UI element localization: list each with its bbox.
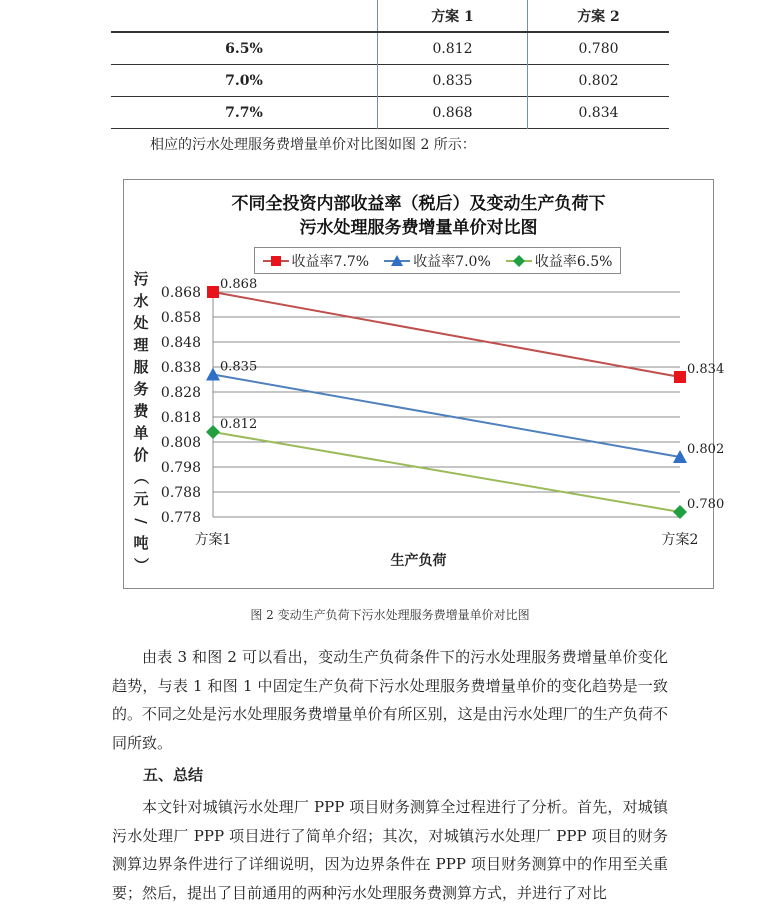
table-header-cell: 方案 2 [528, 0, 670, 32]
table-cell: 0.802 [528, 65, 670, 97]
table-cell: 0.812 [378, 32, 528, 65]
legend-label: 收益率7.0% [413, 253, 491, 270]
data-label: 0.812 [220, 417, 258, 432]
chart-title-line2: 污水处理服务费增量单价对比图 [299, 218, 538, 238]
paragraph: 本文针对城镇污水处理厂 PPP 项目财务测算全过程进行了分析。首先，对城镇污水处理厂 PPP 项目进行了简单介绍；其次，对城镇污水处理厂 PPP 项目的财务测算边界条件进行了详细说明，因为边界条件在 PPP 项目财务测算中的作用至关重要；然后，提出了目前通用的两种污水处理服务费测算方式，并进行了对比 [112, 798, 668, 902]
table-cell: 0.868 [378, 97, 528, 129]
y-tick-label: 0.868 [160, 285, 201, 301]
table-cell: 6.5% [225, 40, 263, 57]
x-tick-label: 方案1 [194, 532, 232, 548]
intro-text: 相应的污水处理服务费增量单价对比图如图 2 所示： [150, 137, 476, 153]
table-header-cell: 方案 1 [378, 0, 528, 32]
y-tick-label: 0.808 [160, 435, 201, 451]
legend-label: 收益率6.5% [534, 253, 613, 270]
data-label: 0.802 [687, 442, 725, 457]
data-point-square [674, 371, 686, 383]
chart-y-axis-label: 污 水 处 理 服 务 费 单 价 （ 元 / 吨 ） [132, 270, 150, 573]
data-point-triangle [206, 368, 220, 381]
table-cell: 0.835 [378, 65, 528, 97]
y-tick-label: 0.778 [160, 510, 201, 526]
data-point-diamond [206, 425, 220, 439]
y-tick-label: 0.838 [160, 360, 201, 376]
chart-x-axis-label: 生产负荷 [390, 553, 447, 569]
figure-caption: 图 2 变动生产负荷下污水处理服务费增量单价对比图 [250, 608, 530, 622]
section-heading: 五、总结 [143, 766, 204, 784]
data-label: 0.868 [220, 277, 258, 292]
table-cell: 7.7% [225, 104, 263, 121]
y-tick-label: 0.828 [160, 385, 201, 401]
table-cell: 7.0% [225, 72, 263, 89]
data-label: 0.835 [220, 359, 258, 375]
chart-title-line1: 不同全投资内部收益率（税后）及变动生产负荷下 [231, 194, 606, 214]
y-tick-label: 0.798 [160, 460, 201, 476]
paragraph: 由表 3 和图 2 可以看出，变动生产负荷条件下的污水处理服务费增量单价变化趋势，与表 1 和图 1 中固定生产负荷下污水处理服务费增量单价的变化趋势是一致的。不同之处是污水处理服务费增量单价有所区别，这是由污水处理厂的生产负荷不同所致。 [112, 648, 668, 752]
y-tick-label: 0.788 [160, 485, 201, 501]
y-tick-label: 0.848 [160, 335, 201, 351]
table-cell: 0.780 [528, 32, 670, 65]
legend-label: 收益率7.7% [291, 253, 370, 270]
data-label: 0.780 [687, 497, 725, 512]
table-cell: 0.834 [528, 97, 670, 129]
x-tick-label: 方案2 [661, 532, 699, 548]
y-tick-label: 0.818 [160, 410, 201, 426]
series-line [213, 292, 680, 377]
data-label: 0.834 [687, 362, 725, 377]
y-tick-label: 0.858 [160, 310, 201, 326]
data-point-square [207, 286, 219, 298]
